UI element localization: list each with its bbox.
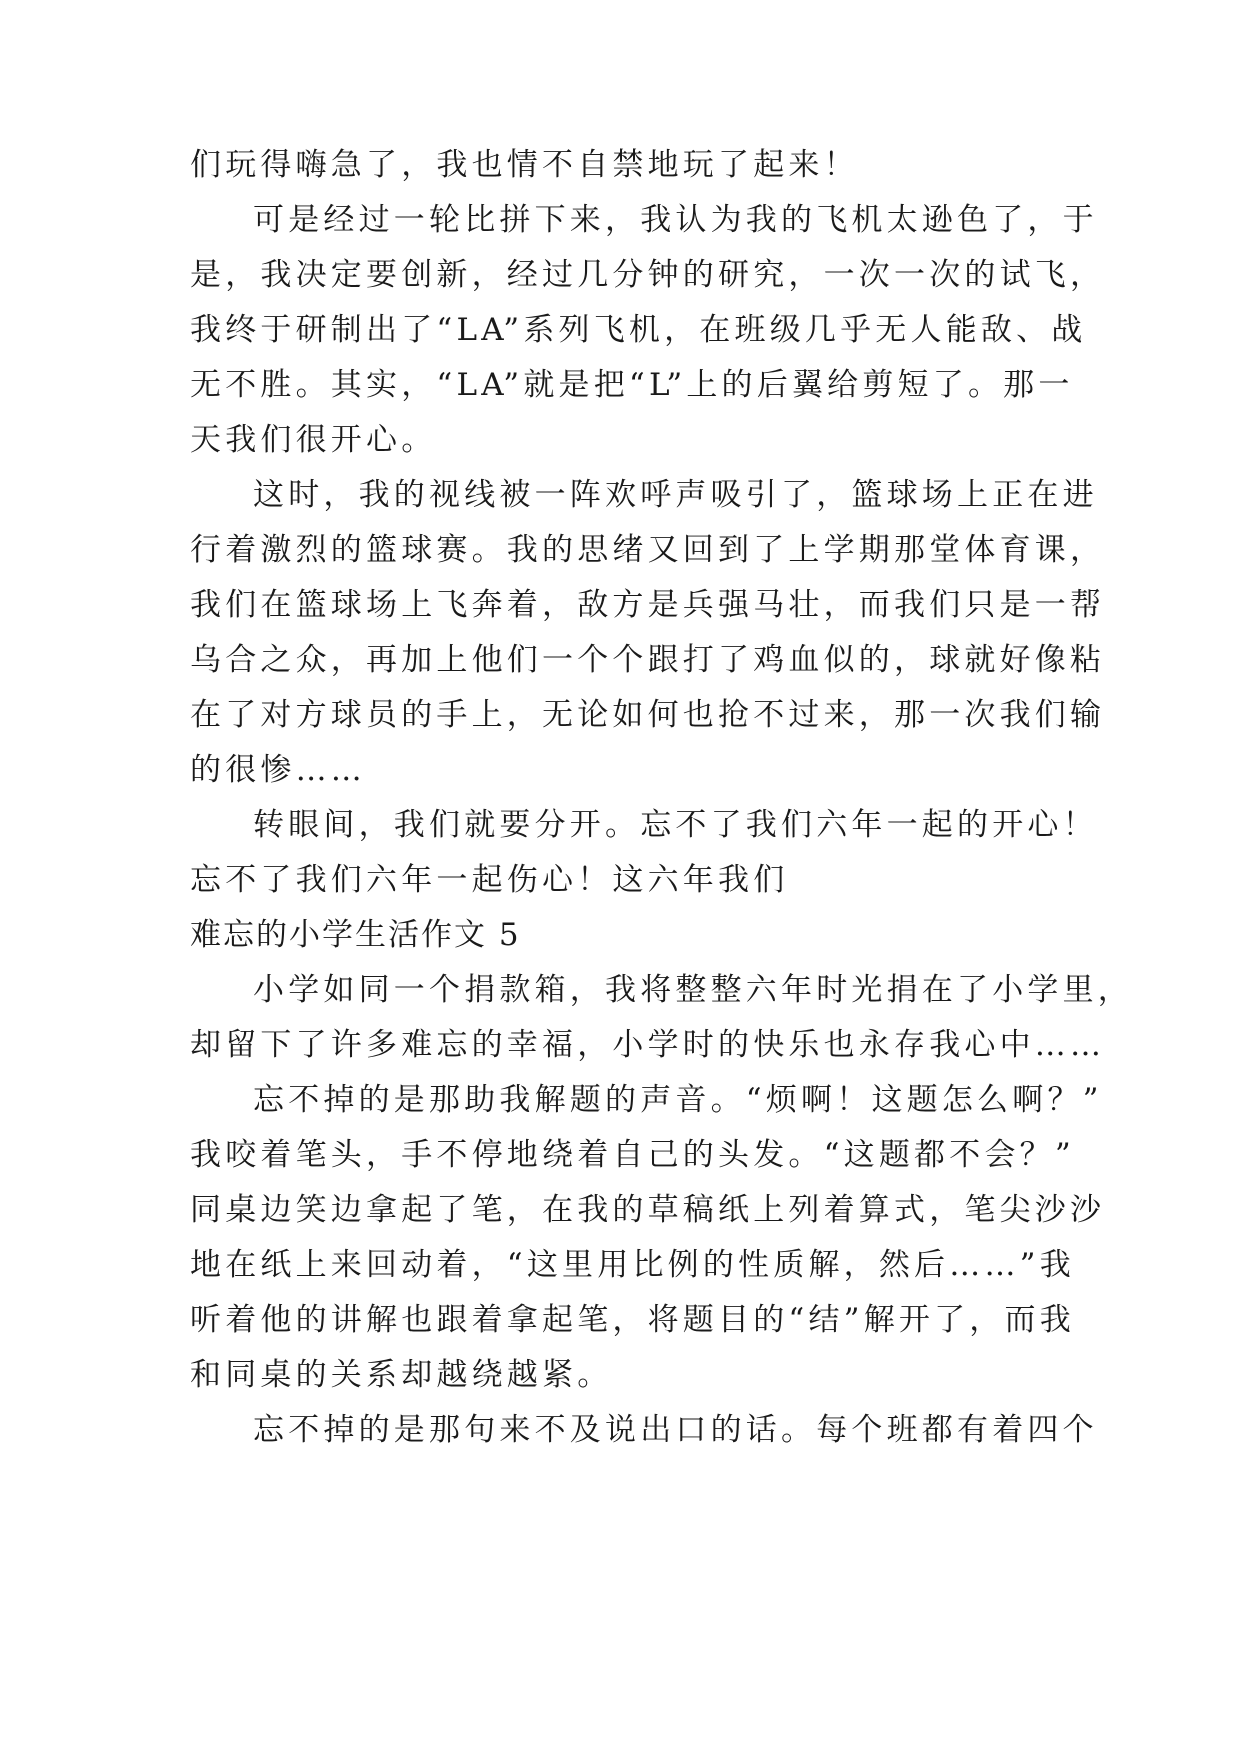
text-line: 我终于研制出了“LA”系列飞机，在班级几乎无人能敌、战 xyxy=(190,312,1087,348)
text-line: 天我们很开心。 xyxy=(190,422,437,458)
text-line: 的很惨…… xyxy=(190,752,366,788)
paragraph-start-line: 这时，我的视线被一阵欢呼声吸引了，篮球场上正在进 xyxy=(253,477,1098,513)
paragraph-start-line: 小学如同一个捐款箱，我将整整六年时光捐在了小学里， xyxy=(253,972,1133,1008)
text-line: 和同桌的关系却越绕越紧。 xyxy=(190,1357,613,1393)
text-line: 在了对方球员的手上，无论如何也抢不过来，那一次我们输 xyxy=(190,697,1106,733)
text-line: 们玩得嗨急了，我也情不自禁地玩了起来！ xyxy=(190,147,859,183)
text-line: 我咬着笔头，手不停地绕着自己的头发。“这题都不会？” xyxy=(190,1137,1075,1173)
paragraph-start-line: 转眼间，我们就要分开。忘不了我们六年一起的开心！ xyxy=(253,807,1098,843)
text-line: 同桌边笑边拿起了笔，在我的草稿纸上列着算式，笔尖沙沙 xyxy=(190,1192,1106,1228)
text-line: 我们在篮球场上飞奔着，敌方是兵强马壮，而我们只是一帮 xyxy=(190,587,1106,623)
text-line: 忘不了我们六年一起伤心！这六年我们 xyxy=(190,862,789,898)
section-title: 难忘的小学生活作文 5 xyxy=(190,917,521,953)
text-line: 听着他的讲解也跟着拿起笔，将题目的“结”解开了，而我 xyxy=(190,1302,1075,1338)
text-line: 乌合之众，再加上他们一个个跟打了鸡血似的，球就好像粘 xyxy=(190,642,1106,678)
paragraph-start-line: 可是经过一轮比拼下来，我认为我的飞机太逊色了，于 xyxy=(253,202,1098,238)
text-line: 无不胜。其实，“LA”就是把“L”上的后翼给剪短了。那一 xyxy=(190,367,1074,403)
paragraph-start-line: 忘不掉的是那句来不及说出口的话。每个班都有着四个 xyxy=(253,1412,1098,1448)
text-line: 是，我决定要创新，经过几分钟的研究，一次一次的试飞， xyxy=(190,257,1106,293)
paragraph-start-line: 忘不掉的是那助我解题的声音。“烦啊！这题怎么啊？” xyxy=(253,1082,1103,1118)
text-line: 却留下了许多难忘的幸福，小学时的快乐也永存我心中…… xyxy=(190,1027,1106,1063)
text-line: 行着激烈的篮球赛。我的思绪又回到了上学期那堂体育课， xyxy=(190,532,1106,568)
text-line: 地在纸上来回动着，“这里用比例的性质解，然后……”我 xyxy=(190,1247,1075,1283)
